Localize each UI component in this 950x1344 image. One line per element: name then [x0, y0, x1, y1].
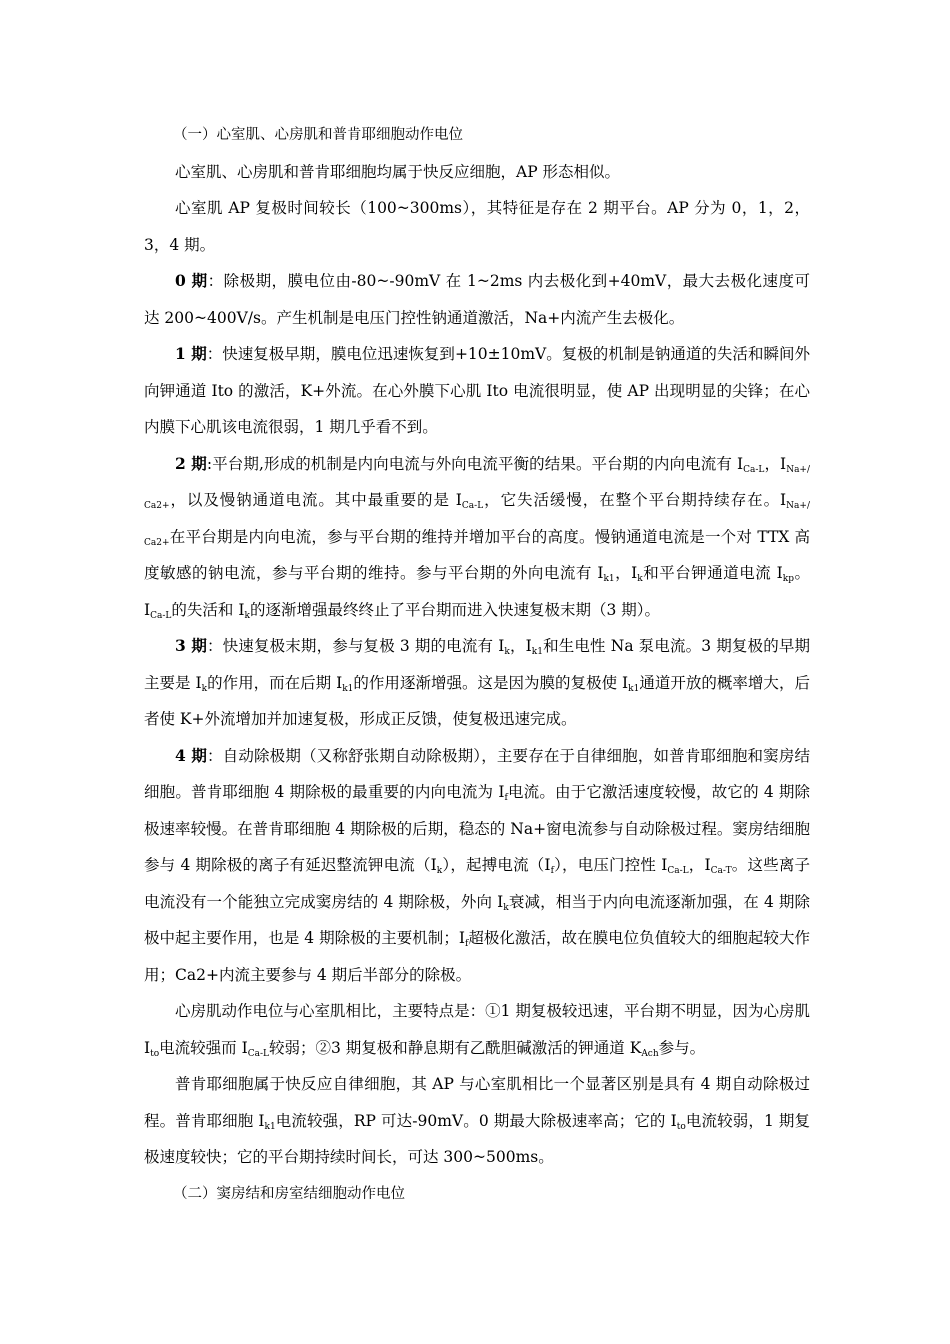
phase-0-label: 0 期: [175, 271, 208, 290]
phase-3-text: 的作用，而在后期 I: [207, 673, 343, 692]
subscript: f: [504, 793, 508, 804]
paragraph-phase-4: [144, 738, 810, 994]
section-heading-1: （一）心室肌、心房肌和普肯耶细胞动作电位: [173, 127, 463, 143]
subscript: k1: [628, 683, 640, 694]
phase-4-text: ），电压门控性 I: [553, 856, 668, 874]
phase-3-label: 3 期: [175, 636, 207, 655]
phase-4-text: ），起搏电流（I: [442, 856, 551, 874]
purkinje-text: 电流较强，RP 可达-90mV。0 期最大除极速率高；它的 I: [275, 1111, 677, 1130]
subscript: Ach: [641, 1048, 659, 1059]
phase-2-text: ，以及慢钠通道电流。其中最重要的是 I: [169, 491, 462, 509]
subscript: Ca-L: [461, 501, 484, 512]
phase-4-text: 衰减，相当于内向电流逐渐加强，在 4 期除极中起主要作用，也是 4 期除极的主要机制；I: [144, 892, 810, 947]
phase-2-text: 的逐渐增强最终终止了平台期而进入快速复极末期（3 期）。: [249, 600, 660, 619]
phase-4-label: 4 期: [175, 745, 208, 765]
subscript: Ca-L: [743, 464, 765, 475]
subscript: to: [676, 1121, 686, 1132]
paragraph-purkinje-ap: [144, 1066, 810, 1176]
phase-2-label: 2 期: [175, 453, 207, 473]
subscript: f: [550, 866, 554, 877]
subscript: k1: [603, 574, 615, 585]
phase-2-text: ，它失活缓慢，在整个平台期持续存在。I: [483, 491, 787, 509]
atrial-text: 电流较强而 I: [159, 1038, 248, 1057]
subscript: kp: [782, 574, 794, 585]
subscript: Ca-T: [710, 866, 732, 877]
phase-2-text: 在平台期是内向电流，参与平台期的维持并增加平台的高度。慢钠通道电流是一个对 TTX 高度敏感的钠电流，参与平台期的维持。参与平台期的外向电流有 I: [144, 527, 810, 582]
subscript: Ca-L: [667, 866, 689, 877]
section-heading-2: （二）窦房结和房室结细胞动作电位: [173, 1185, 405, 1202]
paragraph-phase-2: [144, 446, 810, 629]
subscript: k: [637, 574, 643, 585]
subscript: k: [436, 866, 443, 877]
phase-3-text: 通道开放的概率增大，后者使 K+外流增加并加速复极，形成正反馈，使复极迅速完成。: [144, 673, 810, 728]
atrial-text: 较弱；②3 期复极和静息期有乙酰胆碱激活的钾通道 K: [269, 1038, 642, 1057]
phase-0-text: ：除极期，膜电位由-80~-90mV 在 1~2ms 内去极化到+40mV，最大去极化速度可达 200~400V/s。产生机制是电压门控性钠通道激活，Na+内流产生去极化。: [144, 272, 811, 327]
phase-4-text: 电流。由于它激活速度较慢，故它的 4 期除极速率较慢。在普肯耶细胞 4 期除极的后期，稳态的 Na+窗电流参与自动除极过程。窦房结细胞参与 4 期除极的离子有延迟整流钾电流（I: [144, 783, 810, 874]
phase-2-text: 的失活和 I: [171, 600, 245, 619]
phase-3-text: 和生电性 Na 泵电流。3 期复极的早期主要是 I: [144, 637, 810, 692]
paragraph-atrial-ap: [144, 993, 810, 1066]
phase-2-text: :平台期,形成的机制是内向电流与外向电流平衡的结果。平台期的内向电流有 I: [206, 454, 744, 473]
subscript: Ca-L: [247, 1048, 270, 1059]
subscript: k: [201, 683, 208, 694]
subscript: Na+/ Ca2+: [144, 464, 811, 512]
phase-1-label: 1 期: [175, 344, 207, 363]
purkinje-text: 电流较弱，1 期复极速度较快；它的平台期持续时间长，可达 300~500ms。: [144, 1111, 810, 1166]
subscript: Ca-L: [150, 610, 172, 621]
phase-2-text: ，I: [764, 454, 787, 473]
subscript: k1: [342, 683, 354, 694]
purkinje-text: 普肯耶细胞属于快反应自律细胞，其 AP 与心室肌相比一个显著区别是具有 4 期自动除极过程。普肯耶细胞 I: [144, 1075, 810, 1130]
atrial-text: 心房肌动作电位与心室肌相比，主要特点是：①1 期复极较迅速，平台期不明显，因为心房肌 I: [144, 1002, 810, 1057]
phase-3-text: ，I: [509, 637, 532, 655]
phase-2-text: 和平台钾通道电流 I: [642, 564, 783, 582]
subscript: k: [244, 610, 250, 621]
paragraph-ventricular-ap: 心室肌 AP 复极时间较长（100~300ms），其特征是存在 2 期平台。AP 分为 0，1，2，3，4 期。: [144, 199, 810, 254]
subscript: k1: [264, 1121, 276, 1132]
subscript: k1: [531, 647, 543, 658]
subscript: Na+/ Ca2+: [144, 501, 810, 548]
atrial-text: 参与。: [658, 1038, 706, 1057]
phase-4-text: ：自动除极期（又称舒张期自动除极期），主要存在于自律细胞，如普肯耶细胞和窦房结细胞。普肯耶细胞 4 期除极的最重要的内向电流为 I: [144, 746, 810, 801]
subscript: f: [464, 939, 469, 950]
paragraph-phase-1: [144, 336, 810, 446]
phase-3-text: ：快速复极末期，参与复极 3 期的电流有 I: [207, 637, 505, 655]
phase-3-text: 的作用逐渐增强。这是因为膜的复极使 I: [353, 673, 629, 692]
subscript: k: [503, 902, 509, 913]
paragraph-phase-0: [144, 263, 810, 336]
subscript: k: [504, 647, 510, 658]
phase-2-text: ，I: [614, 564, 638, 582]
document-body: [144, 117, 810, 1212]
paragraph-phase-3: [144, 628, 810, 738]
subscript: to: [150, 1048, 160, 1059]
phase-4-text: 超极化激活，故在膜电位负值较大的细胞起较大作用；Ca2+内流主要参与 4 期后半部分的除极。: [144, 929, 810, 984]
phase-4-text: 。这些离子电流没有一个能独立完成窦房结的 4 期除极，外向 I: [144, 856, 810, 911]
phase-2-text: 。I: [144, 564, 810, 619]
phase-1-text: ：快速复极早期，膜电位迅速恢复到+10±10mV。复极的机制是钠通道的失活和瞬间外向钾通道 Ito 的激活，K+外流。在心外膜下心肌 Ito 电流很明显，使 AP 出现明显的尖锋；在心内膜下心肌该电流很弱，1 期几乎看不到。: [144, 345, 810, 436]
phase-4-text: ，I: [688, 856, 711, 874]
paragraph-fast-response-cells: 心室肌、心房肌和普肯耶细胞均属于快反应细胞，AP 形态相似。: [175, 162, 621, 181]
